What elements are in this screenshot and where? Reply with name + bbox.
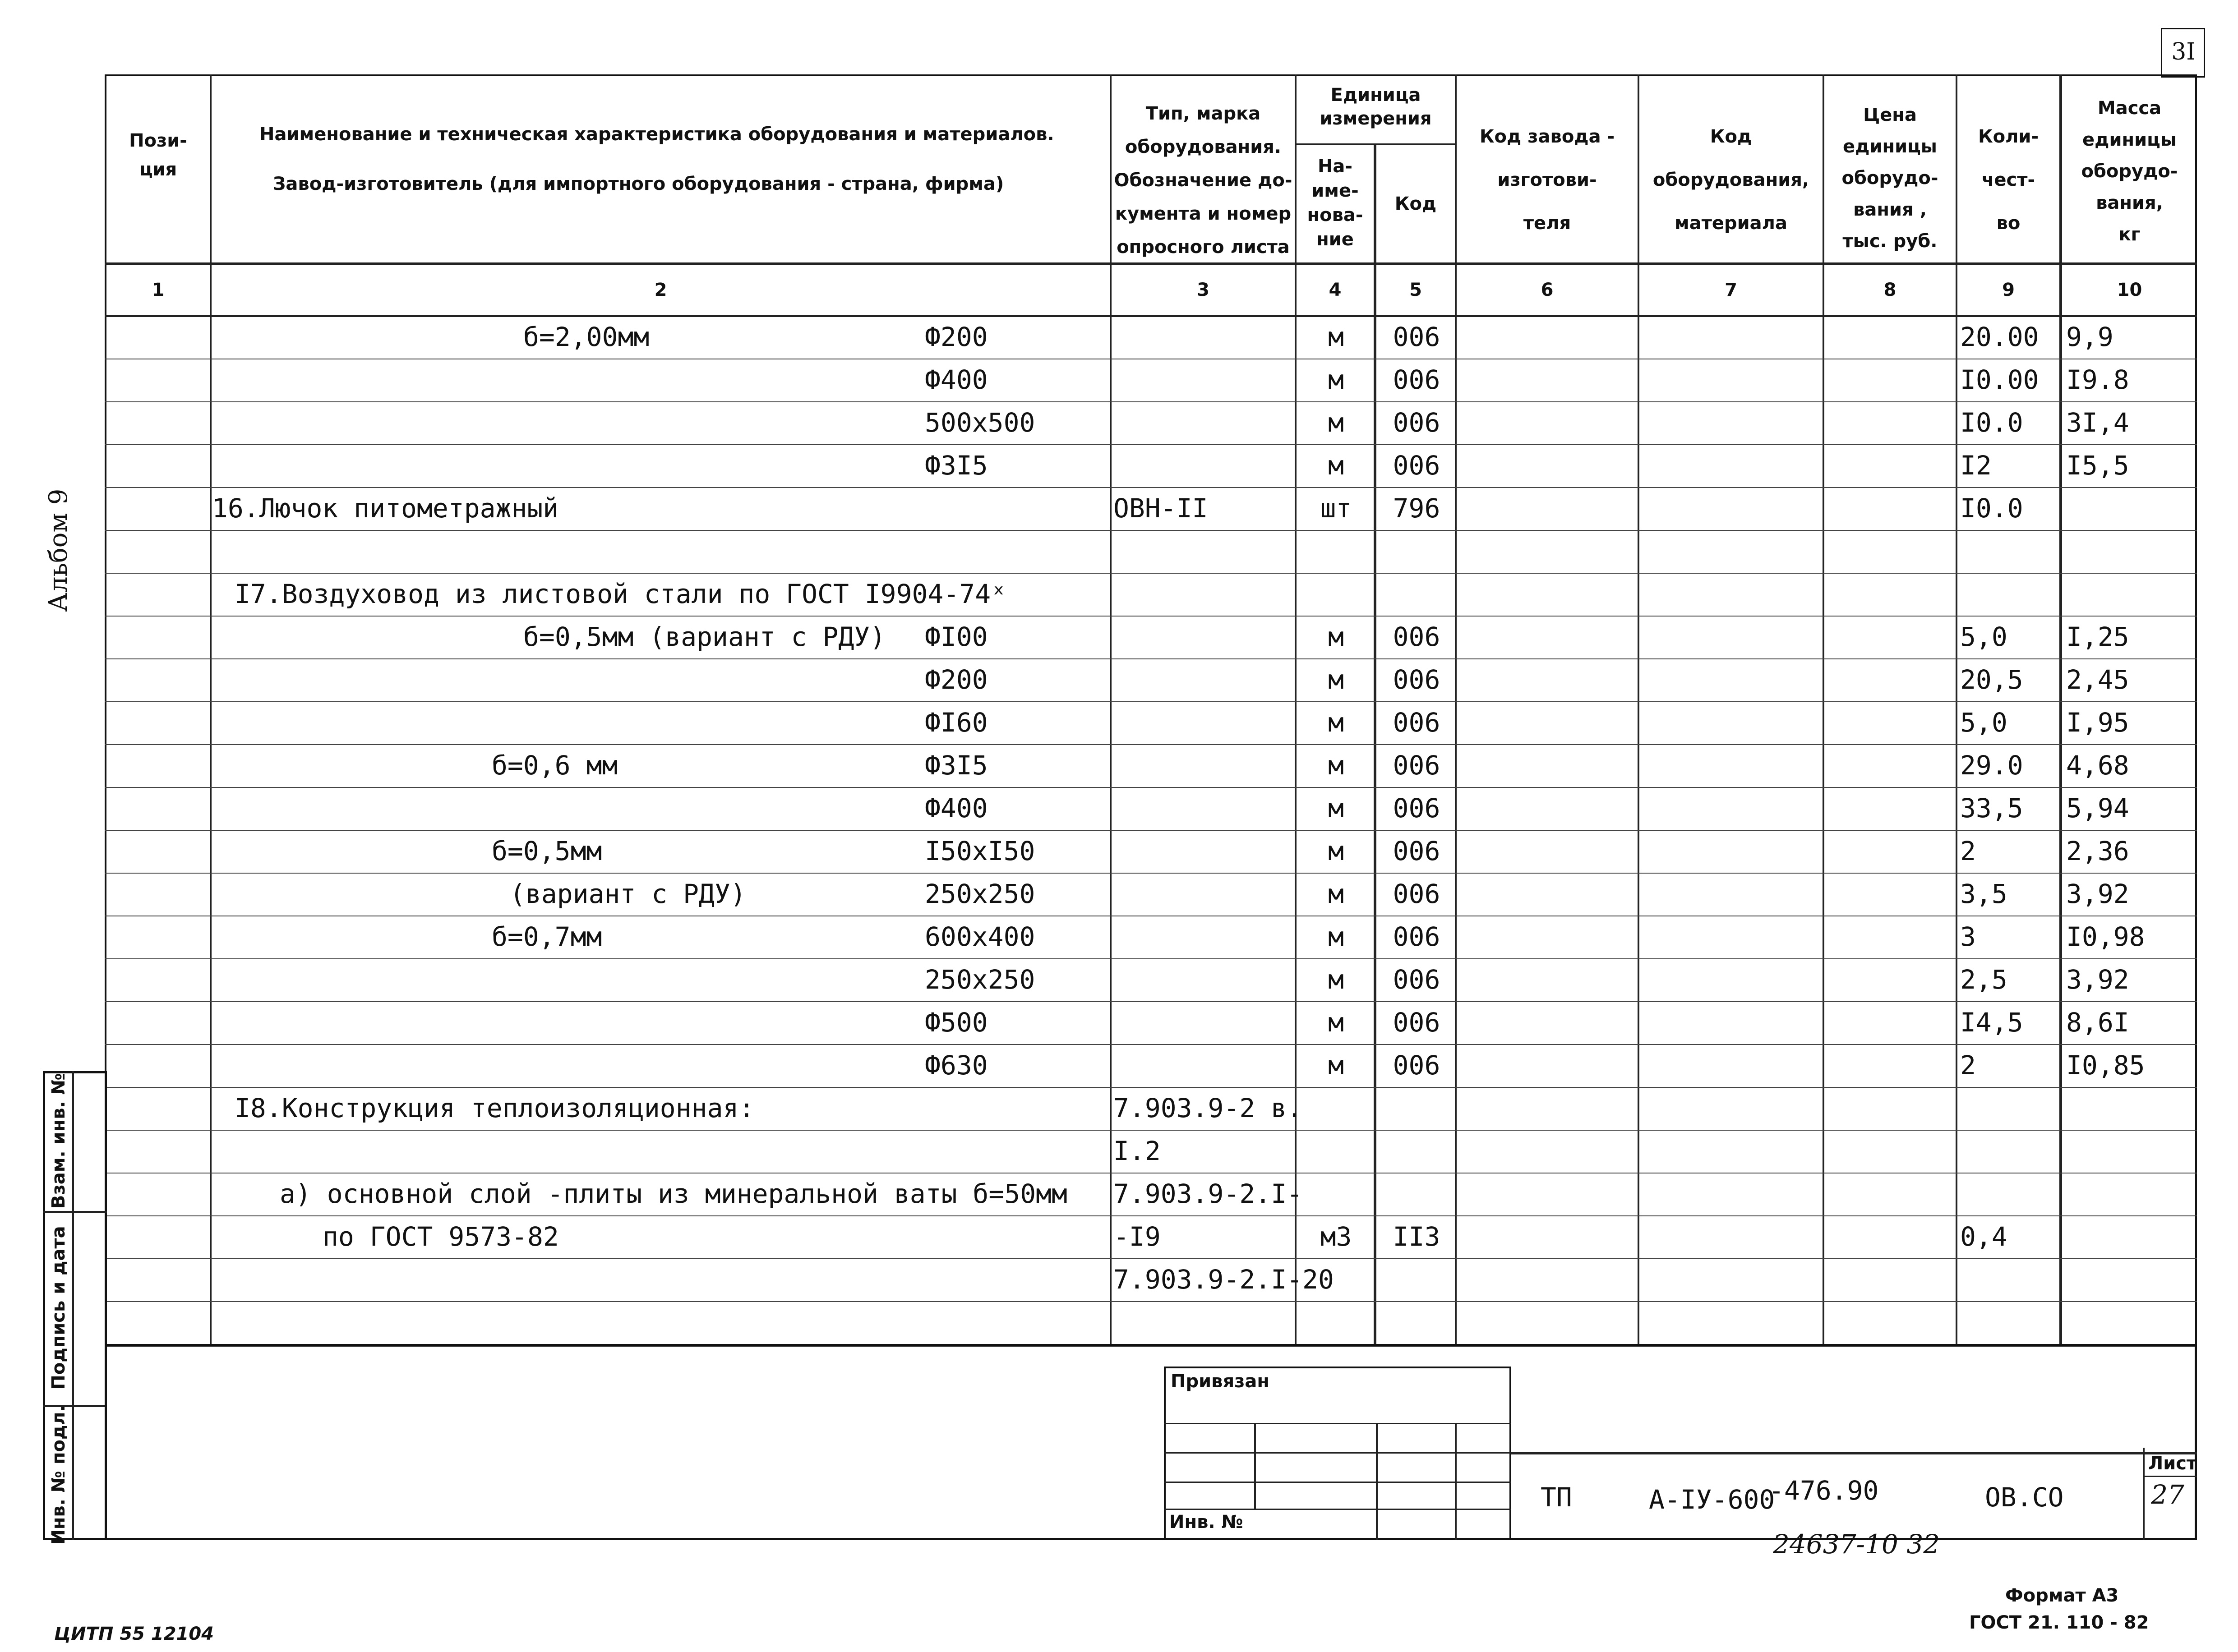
col-number-8: 8 — [1883, 280, 1897, 300]
row-unit-code: 006 — [1393, 750, 1440, 781]
row-unit: м — [1328, 793, 1344, 824]
row-description: I8.Конструкция теплоизоляционная: — [235, 1093, 755, 1123]
row-unit: м — [1328, 407, 1344, 438]
row-description: б=2,00мм — [523, 322, 650, 352]
row-rule — [105, 830, 2197, 831]
col-number-5: 5 — [1409, 280, 1422, 300]
row-quantity: 5,0 — [1960, 707, 2007, 738]
row-unit: м — [1328, 964, 1344, 995]
row-quantity: 0,4 — [1960, 1221, 2007, 1252]
col-divider-8 — [1956, 74, 1957, 1346]
row-rule — [105, 658, 2197, 659]
row-mass: I,95 — [2066, 707, 2129, 738]
header-unit-name: На- име- нова- ние — [1307, 156, 1363, 250]
row-unit-code: 006 — [1393, 621, 1440, 652]
row-description: б=0,5мм — [492, 836, 602, 866]
col-number-3: 3 — [1197, 280, 1209, 300]
row-quantity: 29.0 — [1960, 750, 2023, 781]
header-type: Тип, марка оборудования. Обозначение до- кумента и номер опросного листа — [1114, 103, 1292, 258]
row-rule — [105, 1087, 2197, 1088]
side-stamp-divider — [72, 1071, 74, 1540]
header-mass: Масса единицы оборудо- вания, кг — [2081, 98, 2178, 245]
row-size: 500х500 — [925, 407, 1035, 438]
designation: А-IУ-600 — [1649, 1484, 1775, 1515]
row-quantity: 5,0 — [1960, 621, 2007, 652]
row-rule — [105, 616, 2197, 617]
row-mass: I9.8 — [2066, 364, 2129, 395]
list-label: Лист — [2148, 1453, 2197, 1474]
row-size: 250х250 — [925, 879, 1035, 909]
row-type-doc: 7.903.9-2.I-20 — [1113, 1264, 1334, 1295]
designation-top-rule — [1511, 1452, 2197, 1454]
row-unit-code: 006 — [1393, 407, 1440, 438]
row-size: Ф200 — [925, 664, 988, 695]
row-unit-code: 006 — [1393, 921, 1440, 952]
col-number-2: 2 — [654, 280, 667, 300]
privyazan-rule-2 — [1164, 1452, 1511, 1454]
citp-label: ЦИТП 55 12104 — [54, 1624, 214, 1644]
row-description: I7.Воздуховод из листовой стали по ГОСТ I9904-74ˣ — [235, 579, 1007, 609]
col-divider-6 — [1638, 74, 1639, 1346]
row-unit: м — [1328, 621, 1344, 652]
row-type-doc: 7.903.9-2.I- — [1113, 1178, 1303, 1209]
header-position: Пози- ция — [129, 130, 187, 180]
row-quantity: 3,5 — [1960, 879, 2007, 909]
row-unit: м — [1328, 921, 1344, 952]
row-rule — [105, 787, 2197, 788]
row-unit-code: 006 — [1393, 964, 1440, 995]
header-price: Цена единицы оборудо- вания , тыс. руб. — [1841, 105, 1938, 252]
row-type-doc: 7.903.9-2 в. — [1113, 1093, 1303, 1123]
row-mass: 3,92 — [2066, 964, 2129, 995]
row-size: Ф400 — [925, 793, 988, 824]
row-type-doc: -I9 — [1113, 1221, 1161, 1252]
row-type-doc: I.2 — [1113, 1136, 1161, 1166]
row-unit: м — [1328, 664, 1344, 695]
col-number-6: 6 — [1541, 280, 1554, 300]
row-description: по ГОСТ 9573-82 — [323, 1221, 559, 1252]
row-size: 600х400 — [925, 921, 1035, 952]
row-size: Ф400 — [925, 364, 988, 395]
sheet-corner-number: 3I — [2171, 38, 2196, 65]
row-rule — [105, 873, 2197, 874]
row-description: б=0,6 мм — [492, 750, 618, 781]
row-quantity: 3 — [1960, 921, 1976, 952]
col-divider-3 — [1295, 74, 1297, 1346]
row-unit: м — [1328, 750, 1344, 781]
row-unit: м — [1328, 1050, 1344, 1081]
row-rule — [105, 1258, 2197, 1259]
row-rule — [105, 444, 2197, 445]
row-mass: I5,5 — [2066, 450, 2129, 481]
row-size: Ф3I5 — [925, 450, 988, 481]
format-label: Формат А3 — [2005, 1585, 2119, 1606]
row-size: 250х250 — [925, 964, 1035, 995]
row-description: б=0,5мм (вариант с РДУ) — [523, 621, 886, 652]
col-divider-5 — [1455, 74, 1457, 1346]
designation-suffix: -476.90 — [1768, 1475, 1879, 1506]
col-divider-1 — [210, 74, 212, 1346]
row-unit-code: II3 — [1393, 1221, 1440, 1252]
row-unit-code: 006 — [1393, 322, 1440, 352]
row-quantity: 33,5 — [1960, 793, 2023, 824]
list-cell-rule — [2143, 1476, 2197, 1477]
row-unit: м — [1328, 1007, 1344, 1038]
header-name-line1: Наименование и техническая характеристика оборудования и материалов. — [259, 124, 1054, 145]
row-description: 16.Лючок питометражный — [212, 493, 559, 524]
row-mass: 5,94 — [2066, 793, 2129, 824]
row-unit-code: 006 — [1393, 836, 1440, 866]
row-size: ФI00 — [925, 621, 988, 652]
row-rule — [105, 1301, 2197, 1302]
row-quantity: I0.00 — [1960, 364, 2039, 395]
gost-label: ГОСТ 21. 110 - 82 — [1969, 1612, 2149, 1633]
row-size: Ф3I5 — [925, 750, 988, 781]
row-size: Ф200 — [925, 322, 988, 352]
colnum-bottom-rule — [105, 315, 2197, 317]
row-quantity: 20,5 — [1960, 664, 2023, 695]
row-mass: I0,98 — [2066, 921, 2145, 952]
row-unit: м — [1328, 364, 1344, 395]
row-size: ФI60 — [925, 707, 988, 738]
row-size: Ф500 — [925, 1007, 988, 1038]
col-divider-7 — [1823, 74, 1824, 1346]
row-quantity: I0.0 — [1960, 407, 2023, 438]
privyazan-rule-3 — [1164, 1482, 1511, 1483]
row-rule — [105, 744, 2197, 745]
row-unit: м — [1328, 836, 1344, 866]
row-rule — [105, 530, 2197, 531]
side-stamp-inv-vzam: Взам. инв. № — [48, 1073, 69, 1209]
row-rule — [105, 401, 2197, 402]
row-rule — [105, 1215, 2197, 1216]
privyazan-rule-1 — [1164, 1423, 1511, 1424]
row-mass: 4,68 — [2066, 750, 2129, 781]
col-divider-9 — [2059, 74, 2062, 1346]
side-stamp-sign-date: Подпись и дата — [48, 1226, 69, 1390]
title-block-frame — [105, 1344, 2197, 1540]
row-mass: 3I,4 — [2066, 407, 2129, 438]
row-rule — [105, 1001, 2197, 1002]
row-quantity: 2 — [1960, 1050, 1976, 1081]
row-mass: 8,6I — [2066, 1007, 2129, 1038]
row-unit-code: 006 — [1393, 450, 1440, 481]
header-name-line2: Завод-изготовитель (для импортного оборудования - страна, фирма) — [273, 174, 1004, 194]
row-unit-code: 006 — [1393, 707, 1440, 738]
row-mass: 2,36 — [2066, 836, 2129, 866]
row-unit-code: 006 — [1393, 1007, 1440, 1038]
row-type-doc: ОВН-II — [1113, 493, 1208, 524]
row-quantity: 2,5 — [1960, 964, 2007, 995]
header-qty: Коли- чест- во — [1978, 126, 2039, 234]
inv-no-label: Инв. № — [1169, 1512, 1243, 1532]
row-rule — [105, 487, 2197, 488]
col-number-1: 1 — [152, 280, 165, 300]
row-quantity: I0.0 — [1960, 493, 2023, 524]
row-rule — [105, 701, 2197, 702]
col-number-4: 4 — [1329, 280, 1342, 300]
row-description: (вариант с РДУ) — [510, 879, 746, 909]
col-number-10: 10 — [2117, 280, 2142, 300]
row-unit: м — [1328, 322, 1344, 352]
privyazan-label: Привязан — [1171, 1371, 1270, 1392]
col-divider-2 — [1110, 74, 1112, 1346]
section-code: ОВ.СО — [1985, 1482, 2064, 1513]
row-size: I50хI50 — [925, 836, 1035, 866]
row-quantity: I2 — [1960, 450, 1992, 481]
row-rule — [105, 573, 2197, 574]
side-stamp-inv-podl: Инв. № подл. — [48, 1405, 69, 1545]
row-unit: м — [1328, 879, 1344, 909]
row-mass: 3,92 — [2066, 879, 2129, 909]
col-number-7: 7 — [1725, 280, 1737, 300]
col-number-9: 9 — [2002, 280, 2015, 300]
row-mass: 9,9 — [2066, 322, 2113, 352]
row-unit-code: 006 — [1393, 1050, 1440, 1081]
row-size: Ф630 — [925, 1050, 988, 1081]
row-rule — [105, 1044, 2197, 1045]
handwritten-number: 24637-10 32 — [1773, 1529, 1940, 1560]
row-unit-code: 006 — [1393, 793, 1440, 824]
header-unit-code: Код — [1394, 193, 1437, 214]
album-label: Альбом 9 — [44, 488, 73, 612]
row-rule — [105, 958, 2197, 959]
row-mass: 2,45 — [2066, 664, 2129, 695]
row-mass: I,25 — [2066, 621, 2129, 652]
row-quantity: 2 — [1960, 836, 1976, 866]
row-rule — [105, 1130, 2197, 1131]
list-number: 27 — [2151, 1479, 2184, 1510]
row-unit-code: 796 — [1393, 493, 1440, 524]
row-unit: м3 — [1320, 1221, 1352, 1252]
header-item-code: Код оборудования, материала — [1652, 126, 1809, 234]
row-unit: шт — [1320, 493, 1352, 524]
row-description: б=0,7мм — [492, 921, 602, 952]
privyazan-rule-4 — [1164, 1509, 1511, 1510]
row-unit: м — [1328, 450, 1344, 481]
row-quantity: 20.00 — [1960, 322, 2039, 352]
row-unit-code: 006 — [1393, 364, 1440, 395]
privyazan-div-1 — [1254, 1423, 1256, 1509]
privyazan-div-3 — [1455, 1423, 1457, 1540]
privyazan-div-2 — [1376, 1423, 1378, 1540]
row-description: а) основной слой -плиты из минеральной ваты б=50мм — [280, 1178, 1067, 1209]
row-mass: I0,85 — [2066, 1050, 2145, 1081]
row-unit-code: 006 — [1393, 879, 1440, 909]
header-maker-code: Код завода - изготови- теля — [1479, 126, 1615, 234]
header-unit-group: Единица измерения — [1320, 85, 1432, 129]
row-quantity: I4,5 — [1960, 1007, 2023, 1038]
row-unit-code: 006 — [1393, 664, 1440, 695]
tp-label: ТП — [1541, 1482, 1572, 1513]
row-unit: м — [1328, 707, 1344, 738]
